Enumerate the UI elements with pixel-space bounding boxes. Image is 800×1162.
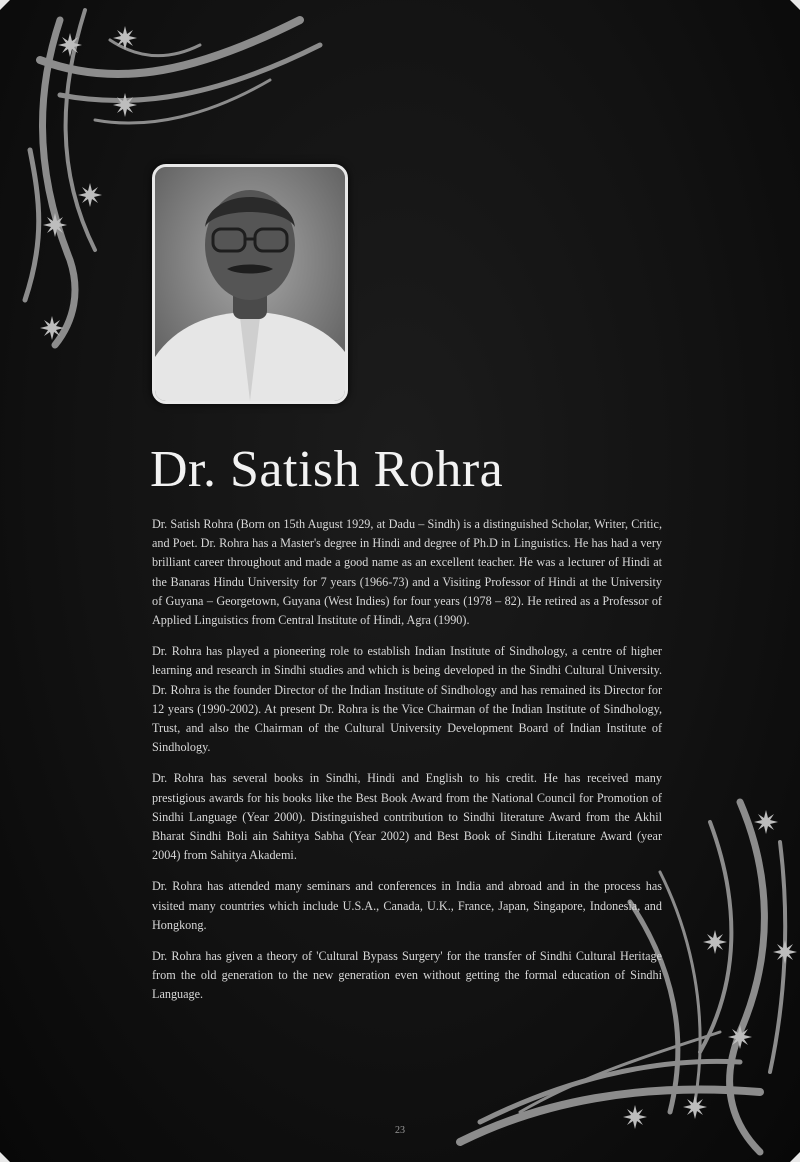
portrait-photo xyxy=(152,164,348,404)
biography-paragraph: Dr. Rohra has played a pioneering role to establish Indian Institute of Sindhology, a centre of higher learning and research in Sindhi studies and which is being developed in the Sindhi Cultural University. Dr. Rohra is the founder Director of the Indian Institute of Sindhology and has remained its Director for 12 years (1990-2002). At present Dr. Rohra is the Vice Chairman of the Indian Institute of Sindhology, Trust, and also the Chairman of the Cultural University Development Board of Indian Institute of Sindhology. xyxy=(152,644,662,755)
biography-paragraph: Dr. Rohra has attended many seminars and conferences in India and abroad and in the process has visited many countries which include U.S.A., Canada, U.K., France, Japan, Singapore, Indonesia, and Hongkong. xyxy=(152,879,662,932)
biography-paragraph: Dr. Rohra has several books in Sindhi, Hindi and English to his credit. He has received many prestigious awards for his books like the Best Book Award from the National Council for Promotion of Sindhi Language (Year 2000). Distinguished contribution to Sindhi literature Award from the Akhil Bharat Sindhi Boli ain Sahitya Sabha (Year 2002) and Best Book of Sindhi Literature Award (year 2004) from Sahitya Akademi. xyxy=(152,771,662,863)
biography-text xyxy=(152,515,662,1017)
biography-paragraph: Dr. Rohra has given a theory of 'Cultural Bypass Surgery' for the transfer of Sindhi Cultural Heritage from the old generation to the new generation even without getting the formal education of Sindhi Language. xyxy=(152,949,662,1002)
page-number: 23 xyxy=(395,1125,405,1136)
scan-corner-mark xyxy=(790,0,800,10)
page-title: Dr. Satish Rohra xyxy=(150,441,504,498)
portrait-icon xyxy=(155,167,345,401)
scan-corner-mark xyxy=(0,1152,10,1162)
biography-paragraph: Dr. Satish Rohra (Born on 15th August 1929, at Dadu – Sindh) is a distinguished Scholar, Writer, Critic, and Poet. Dr. Rohra has a Master's degree in Hindi and degree of Ph.D in Linguistics. He has had a very brilliant career throughout and made a good name as an excellent teacher. He was a lecturer of Hindi at the Banaras Hindu University for 7 years (1966-73) and a Visiting Professor of Hindi at the University of Guyana – Georgetown, Guyana (West Indies) for four years (1978 – 82). He retired as a Professor of Applied Linguistics from Central Institute of Hindi, Agra (1990). xyxy=(152,517,662,628)
